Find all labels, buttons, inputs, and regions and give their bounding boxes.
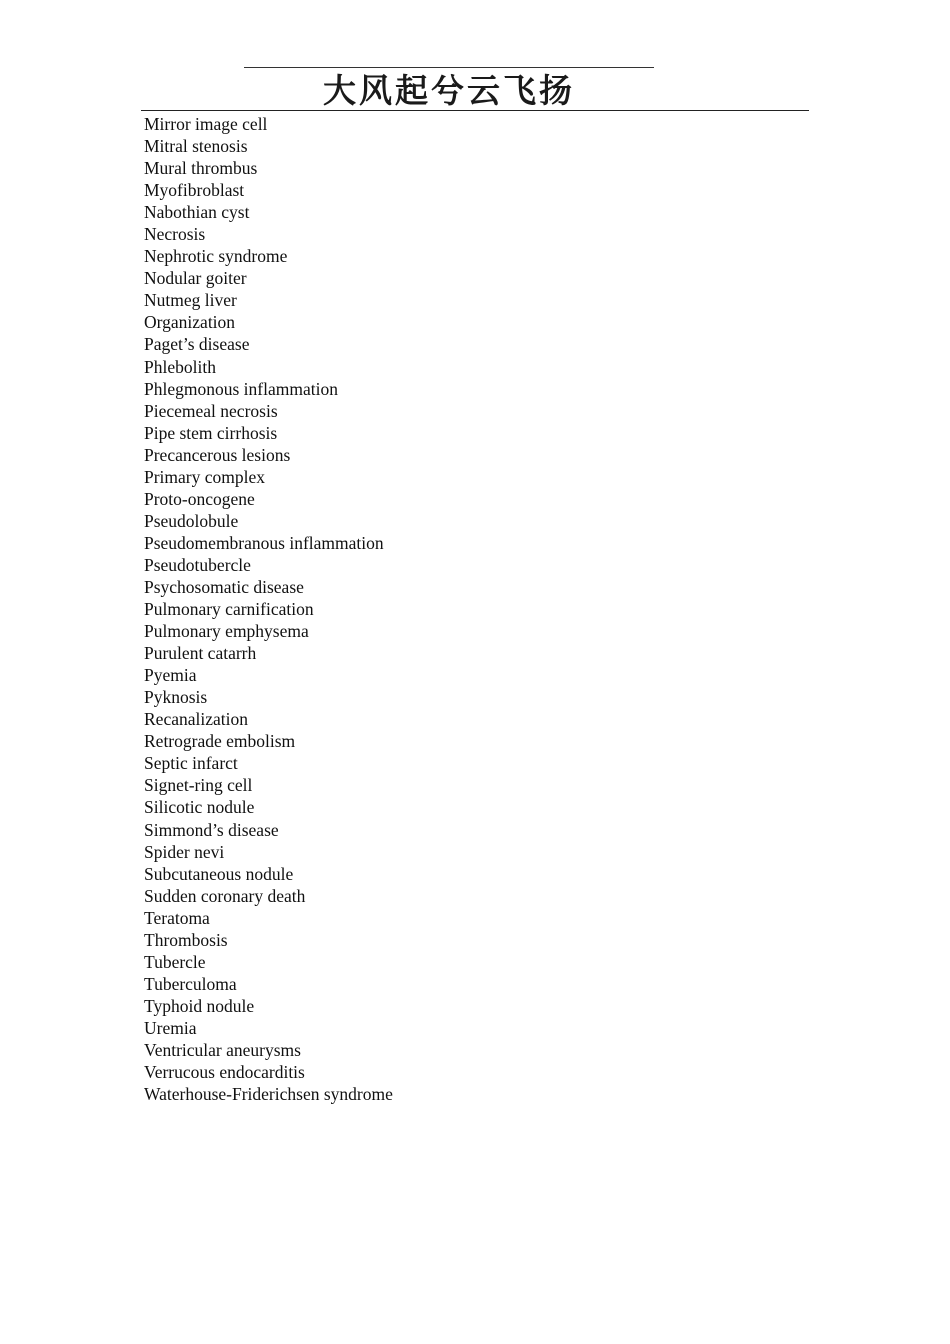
term-item: Typhoid nodule: [144, 995, 255, 1016]
term-item: Piecemeal necrosis: [144, 400, 278, 421]
term-item: Phlebolith: [144, 356, 216, 377]
term-item: Signet-ring cell: [144, 775, 253, 796]
term-item: Ventricular aneurysms: [144, 1039, 301, 1060]
term-item: Necrosis: [144, 224, 206, 245]
term-item: Septic infarct: [144, 753, 238, 774]
term-item: Primary complex: [144, 466, 266, 487]
term-item: Simmond’s disease: [144, 819, 279, 840]
term-item: Sudden coronary death: [144, 885, 306, 906]
term-item: Organization: [144, 312, 236, 333]
term-item: Pseudotubercle: [144, 554, 251, 575]
term-item: Proto-oncogene: [144, 488, 255, 509]
term-item: Pseudolobule: [144, 510, 239, 531]
term-item: Pulmonary emphysema: [144, 621, 309, 642]
term-item: Subcutaneous nodule: [144, 863, 294, 884]
term-item: Psychosomatic disease: [144, 576, 304, 597]
term-item: Pyemia: [144, 665, 197, 686]
term-item: Phlegmonous inflammation: [144, 378, 338, 399]
term-item: Pyknosis: [144, 687, 208, 708]
term-item: Tuberculoma: [144, 973, 237, 994]
term-item: Silicotic nodule: [144, 797, 255, 818]
term-item: Mural thrombus: [144, 158, 258, 179]
term-item: Pseudomembranous inflammation: [144, 532, 384, 553]
term-item: Nutmeg liver: [144, 290, 237, 311]
term-item: Pulmonary carnification: [144, 599, 314, 620]
term-item: Spider nevi: [144, 841, 225, 862]
term-item: Uremia: [144, 1017, 197, 1038]
term-item: Precancerous lesions: [144, 444, 291, 465]
term-item: Pipe stem cirrhosis: [144, 422, 278, 443]
term-item: Retrograde embolism: [144, 731, 296, 752]
header-bottom-rule: [141, 110, 809, 111]
term-item: Mitral stenosis: [144, 136, 248, 157]
term-item: Mirror image cell: [144, 114, 268, 134]
term-item: Tubercle: [144, 951, 206, 972]
term-item: Paget’s disease: [144, 334, 250, 355]
term-item: Nabothian cyst: [144, 202, 250, 223]
term-item: Myofibroblast: [144, 180, 245, 201]
term-list: [144, 113, 393, 1105]
term-item: Teratoma: [144, 907, 210, 928]
term-item: Purulent catarrh: [144, 643, 257, 664]
term-item: Thrombosis: [144, 929, 228, 950]
term-item: Nephrotic syndrome: [144, 246, 288, 267]
term-item: Waterhouse-Friderichsen syndrome: [144, 1084, 393, 1105]
term-item: Verrucous endocarditis: [144, 1062, 305, 1083]
header-banner: 大风起兮云飞扬: [323, 70, 575, 110]
term-item: Nodular goiter: [144, 268, 247, 289]
term-item: Recanalization: [144, 709, 248, 730]
